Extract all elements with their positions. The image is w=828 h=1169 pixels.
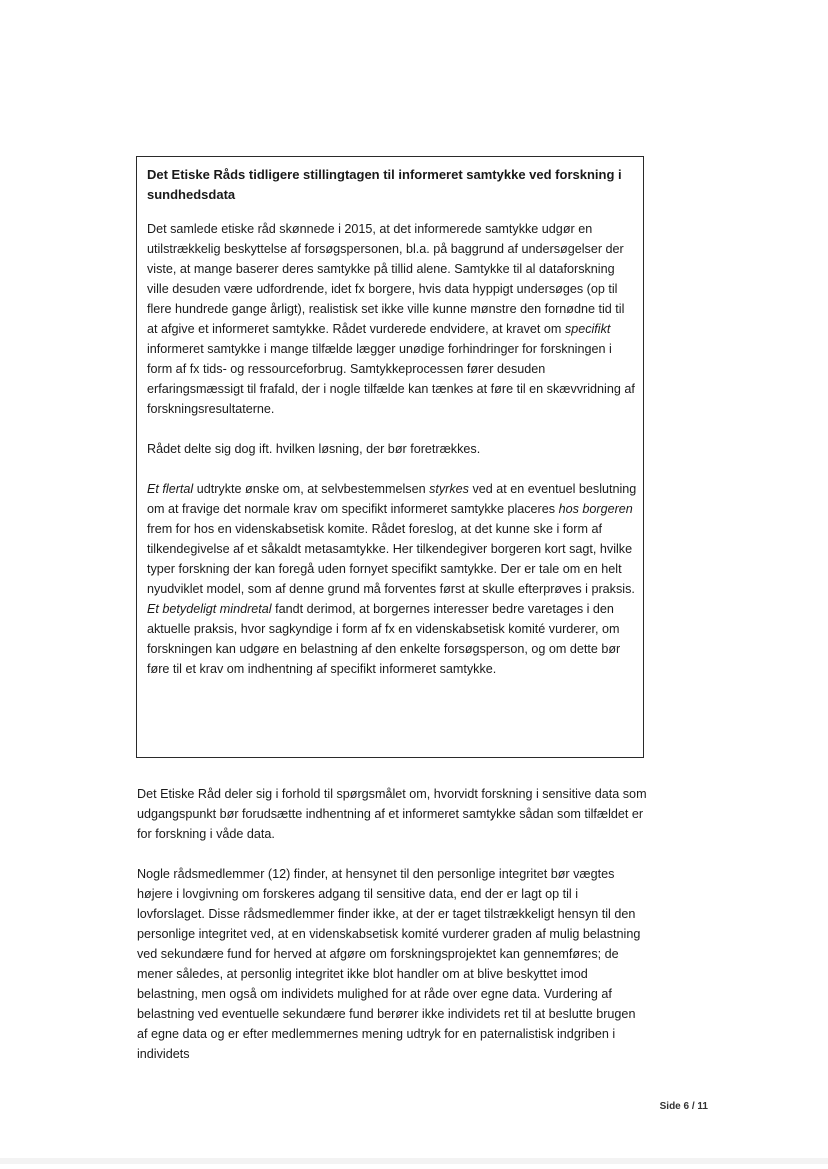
page-number: Side 6 / 11 bbox=[659, 1101, 708, 1112]
info-box-paragraph-3 bbox=[147, 479, 637, 679]
text-run: informeret samtykke i mange tilfælde lægger unødige forhindringer for forskningen i form af fx tids- og ressourceforbrug. Samtykkeprocessen fører desuden erfaringsmæssigt til frafald, der i nogle tilfælde kan tænkes at føre til en skævvridning af forskningsresultaterne. bbox=[147, 342, 635, 416]
info-box bbox=[136, 156, 644, 758]
scan-artifact bbox=[0, 1158, 828, 1164]
emphasis: Et flertal bbox=[147, 482, 194, 496]
emphasis: hos borgeren bbox=[558, 502, 633, 516]
emphasis: specifikt bbox=[564, 322, 611, 336]
body-paragraph-1: Det Etiske Råd deler sig i forhold til spørgsmålet om, hvorvidt forskning i sensitive data som udgangspunkt bør forudsætte indhentning af et informeret samtykke sådan som tilfældet er for forskning i våde data. bbox=[137, 787, 647, 841]
body-paragraph-2: Nogle rådsmedlemmer (12) finder, at hensynet til den personlige integritet bør vægtes højere i lovgivning om forskeres adgang til sensitive data, end der er lagt op til i lovforslaget. Disse rådsmedlemmer finder ikke, at der er taget tilstrækkeligt hensyn til den personlige integritet ved, at en videnskabsetisk komité vurderer graden af mulig belastning ved sekundære fund for herved at afgøre om forskningsprojektet kan gennemføres; de mener således, at personlig integritet ikke blot handler om at blive beskyttet imod belastning, men også om individets mulighed for at råde over egne data. Vurdering af belastning ved eventuelle sekundære fund berører ikke individets ret til at beslutte brugen af egne data og er efter medlemmernes mening udtryk for en paternalistisk indgriben i individets bbox=[137, 867, 641, 1061]
text-run: Det samlede etiske råd skønnede i 2015, at det informerede samtykke udgør en utilstrækkelig beskyttelse af forsøgspersonen, bl.a. på baggrund af undersøgelser der viste, at mange baserer deres samtykke på tillid alene. Samtykke til al dataforskning ville desuden være udfordrende, idet fx borgere, hvis data hyppigt undersøges (op til flere hundrede gange årligt), realistisk set ikke ville kunne mønstre den fornødne tid til at afgive et informeret samtykke. Rådet vurderede endvidere, at kravet om bbox=[147, 222, 625, 336]
text-run: frem for hos en videnskabsetisk komite. Rådet foreslog, at det kunne ske i form af tilkendegivelse af et såkaldt metasamtykke. Her tilkendegiver borgeren kort sagt, hvilke typer forskning der kan foregå uden fornyet specifikt samtykke. Der er tale om en helt nyudviklet model, som af denne grund må forventes først at skulle efterprøves i praksis. bbox=[147, 522, 635, 596]
info-box-paragraph-2: Rådet delte sig dog ift. hvilken løsning, der bør foretrækkes. bbox=[147, 442, 481, 456]
info-box-title: Det Etiske Råds tidligere stillingtagen til informeret samtykke ved forskning i sundhedsdata bbox=[147, 167, 622, 202]
emphasis: styrkes bbox=[429, 482, 469, 496]
info-box-paragraph-1 bbox=[147, 219, 637, 419]
body-text bbox=[137, 784, 647, 1084]
emphasis: Et betydeligt mindretal bbox=[147, 602, 272, 616]
text-run: udtrykte ønske om, at selvbestemmelsen bbox=[193, 482, 430, 496]
text-run: fandt derimod, at borgernes interesser bedre varetages i den aktuelle praksis, hvor sagkyndige i form af fx en videnskabsetisk komité vurderer, om forskningen kan udgøre en belastning af den enkelte forsøgsperson, og om dette bør føre til et krav om indhentning af specifikt informeret samtykke. bbox=[147, 602, 621, 676]
text-run: ved at en eventuel beslutning om at fravige det normale krav om specifikt informeret samtykke placeres bbox=[147, 482, 637, 516]
